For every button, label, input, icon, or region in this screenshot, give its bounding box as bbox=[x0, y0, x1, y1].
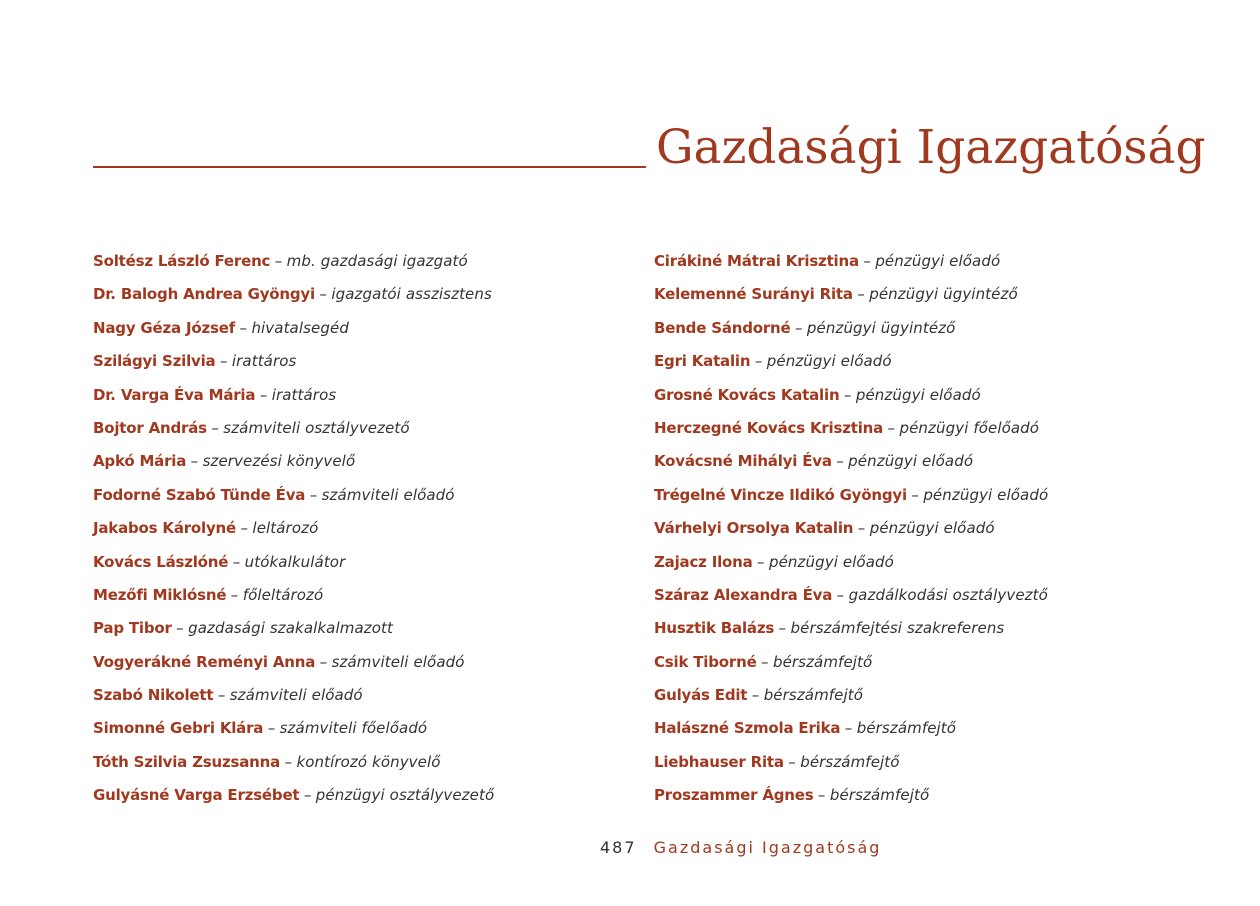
staff-name: Fodorné Szabó Tünde Éva bbox=[93, 485, 306, 504]
staff-role: pénzügyi osztályvezető bbox=[315, 786, 495, 805]
staff-role: számviteli főelőadó bbox=[279, 719, 428, 738]
staff-entry bbox=[654, 380, 1048, 413]
name-role-separator: – bbox=[274, 252, 283, 270]
staff-name: Herczegné Kovács Krisztina bbox=[654, 418, 884, 437]
staff-entry bbox=[654, 613, 1048, 646]
staff-role: bérszámfejtő bbox=[829, 786, 930, 805]
staff-name: Jakabos Károlyné bbox=[93, 519, 237, 538]
staff-name: Mezőfi Miklósné bbox=[93, 585, 227, 604]
name-role-separator: – bbox=[857, 285, 865, 304]
staff-entry bbox=[93, 547, 494, 580]
staff-name: Nagy Géza József bbox=[93, 318, 236, 337]
staff-name: Simonné Gebri Klára bbox=[93, 719, 264, 738]
staff-name: Csik Tiborné bbox=[654, 652, 757, 671]
staff-entry bbox=[93, 613, 494, 646]
name-role-separator: – bbox=[284, 752, 292, 771]
name-role-separator: – bbox=[176, 619, 184, 638]
staff-role: számviteli osztályvezető bbox=[223, 418, 410, 437]
staff-entry bbox=[93, 279, 494, 312]
name-role-separator: – bbox=[794, 318, 803, 337]
staff-list-right bbox=[654, 246, 1048, 814]
staff-entry bbox=[93, 446, 494, 479]
staff-role: bérszámfejtő bbox=[763, 686, 864, 705]
staff-entry bbox=[654, 680, 1048, 713]
staff-name: Liebhauser Rita bbox=[654, 752, 784, 771]
staff-role: igazgatói asszisztens bbox=[331, 285, 492, 304]
name-role-separator: – bbox=[217, 686, 226, 705]
staff-role: gazdasági szakalkalmazott bbox=[188, 619, 393, 638]
staff-role: főleltározó bbox=[242, 585, 324, 604]
staff-name: Kovácsné Mihályi Éva bbox=[654, 452, 832, 471]
staff-entry bbox=[654, 480, 1048, 513]
staff-name: Trégelné Vincze Ildikó Gyöngyi bbox=[654, 485, 907, 504]
staff-entry bbox=[654, 446, 1048, 479]
page-number: 487 bbox=[600, 838, 637, 857]
staff-role: bérszámfejtő bbox=[772, 652, 873, 671]
name-role-separator: – bbox=[761, 652, 769, 671]
name-role-separator: – bbox=[232, 552, 241, 571]
staff-name: Kovács Lászlóné bbox=[93, 552, 229, 571]
name-role-separator: – bbox=[319, 652, 328, 671]
staff-name: Száraz Alexandra Éva bbox=[654, 585, 833, 604]
staff-role: utókalkulátor bbox=[244, 552, 346, 571]
name-role-separator: – bbox=[219, 352, 228, 371]
staff-name: Vogyerákné Reményi Anna bbox=[93, 652, 316, 671]
staff-role: irattáros bbox=[271, 385, 337, 404]
name-role-separator: – bbox=[751, 686, 760, 705]
staff-entry bbox=[654, 547, 1048, 580]
page-footer bbox=[600, 836, 881, 860]
staff-entry bbox=[93, 713, 494, 746]
name-role-separator: – bbox=[836, 452, 844, 471]
staff-entry bbox=[654, 313, 1048, 346]
staff-role: mb. gazdasági igazgató bbox=[286, 252, 468, 270]
staff-name: Bende Sándorné bbox=[654, 318, 791, 337]
staff-entry bbox=[654, 413, 1048, 446]
staff-entry bbox=[93, 313, 494, 346]
staff-name: Dr. Balogh Andrea Gyöngyi bbox=[93, 285, 315, 304]
staff-entry bbox=[93, 780, 494, 813]
staff-role: számviteli előadó bbox=[229, 686, 363, 705]
running-title: Gazdasági Igazgatóság bbox=[653, 838, 882, 857]
staff-role: pénzügyi előadó bbox=[855, 385, 981, 404]
staff-name: Bojtor András bbox=[93, 418, 207, 437]
staff-role: kontírozó könyvelő bbox=[296, 752, 441, 771]
staff-role: hivatalsegéd bbox=[251, 318, 349, 337]
staff-role: számviteli előadó bbox=[321, 485, 455, 504]
staff-name: Szilágyi Szilvia bbox=[93, 352, 216, 371]
staff-role: bérszámfejtő bbox=[856, 719, 957, 738]
staff-role: pénzügyi ügyintéző bbox=[869, 285, 1018, 304]
staff-role: irattáros bbox=[231, 352, 297, 371]
staff-entry bbox=[654, 279, 1048, 312]
name-role-separator: – bbox=[240, 519, 248, 538]
staff-name: Várhelyi Orsolya Katalin bbox=[654, 519, 854, 538]
staff-role: szervezési könyvelő bbox=[202, 452, 356, 471]
staff-entry bbox=[654, 780, 1048, 813]
staff-entry bbox=[654, 513, 1048, 546]
staff-name: Cirákiné Mátrai Krisztina bbox=[654, 252, 859, 270]
name-role-separator: – bbox=[211, 418, 219, 437]
staff-entry bbox=[93, 413, 494, 446]
staff-name: Grosné Kovács Katalin bbox=[654, 385, 840, 404]
staff-entry bbox=[654, 713, 1048, 746]
staff-entry bbox=[93, 380, 494, 413]
staff-entry bbox=[654, 346, 1048, 379]
page-title: Gazdasági Igazgatóság bbox=[656, 120, 1206, 175]
name-role-separator: – bbox=[754, 352, 763, 371]
name-role-separator: – bbox=[857, 519, 866, 538]
staff-entry bbox=[93, 246, 494, 279]
staff-role: gazdálkodási osztályveztő bbox=[848, 585, 1048, 604]
name-role-separator: – bbox=[863, 252, 871, 270]
name-role-separator: – bbox=[319, 285, 327, 304]
staff-role: pénzügyi előadó bbox=[875, 252, 1001, 270]
staff-name: Apkó Mária bbox=[93, 452, 187, 471]
staff-name: Egri Katalin bbox=[654, 352, 751, 371]
staff-name: Soltész László Ferenc bbox=[93, 252, 271, 270]
staff-role: pénzügyi előadó bbox=[766, 352, 892, 371]
staff-role: számviteli előadó bbox=[331, 652, 465, 671]
staff-list-left bbox=[93, 246, 494, 814]
staff-role: pénzügyi előadó bbox=[848, 452, 974, 471]
name-role-separator: – bbox=[309, 485, 318, 504]
staff-entry bbox=[93, 346, 494, 379]
staff-role: pénzügyi előadó bbox=[923, 485, 1049, 504]
name-role-separator: – bbox=[190, 452, 199, 471]
staff-name: Gulyásné Varga Erzsébet bbox=[93, 786, 300, 805]
name-role-separator: – bbox=[267, 719, 276, 738]
staff-entry bbox=[93, 513, 494, 546]
staff-entry bbox=[654, 246, 1048, 279]
staff-name: Pap Tibor bbox=[93, 619, 172, 638]
name-role-separator: – bbox=[887, 418, 896, 437]
staff-entry bbox=[93, 480, 494, 513]
staff-name: Zajacz Ilona bbox=[654, 552, 753, 571]
name-role-separator: – bbox=[303, 786, 312, 805]
staff-name: Kelemenné Surányi Rita bbox=[654, 285, 853, 304]
staff-role: pénzügyi előadó bbox=[768, 552, 894, 571]
name-role-separator: – bbox=[844, 719, 853, 738]
staff-role: pénzügyi előadó bbox=[869, 519, 995, 538]
name-role-separator: – bbox=[778, 619, 787, 638]
staff-name: Tóth Szilvia Zsuzsanna bbox=[93, 752, 281, 771]
staff-name: Husztik Balázs bbox=[654, 619, 775, 638]
name-role-separator: – bbox=[843, 385, 852, 404]
header-rule bbox=[93, 166, 646, 168]
name-role-separator: – bbox=[911, 485, 919, 504]
staff-role: pénzügyi főelőadó bbox=[899, 418, 1040, 437]
staff-entry bbox=[93, 647, 494, 680]
name-role-separator: – bbox=[259, 385, 268, 404]
staff-entry bbox=[93, 680, 494, 713]
staff-entry bbox=[93, 747, 494, 780]
staff-name: Dr. Varga Éva Mária bbox=[93, 385, 256, 404]
staff-role: bérszámfejtési szakreferens bbox=[790, 619, 1005, 638]
staff-role: leltározó bbox=[252, 519, 319, 538]
name-role-separator: – bbox=[757, 552, 765, 571]
staff-entry bbox=[654, 747, 1048, 780]
name-role-separator: – bbox=[788, 752, 796, 771]
name-role-separator: – bbox=[239, 318, 247, 337]
staff-name: Halászné Szmola Erika bbox=[654, 719, 841, 738]
staff-role: bérszámfejtő bbox=[800, 752, 900, 771]
name-role-separator: – bbox=[817, 786, 826, 805]
name-role-separator: – bbox=[836, 585, 845, 604]
staff-name: Proszammer Ágnes bbox=[654, 786, 814, 805]
staff-entry bbox=[654, 647, 1048, 680]
staff-entry bbox=[93, 580, 494, 613]
staff-entry bbox=[654, 580, 1048, 613]
staff-role: pénzügyi ügyintéző bbox=[806, 318, 956, 337]
name-role-separator: – bbox=[230, 585, 239, 604]
staff-name: Szabó Nikolett bbox=[93, 686, 214, 705]
staff-name: Gulyás Edit bbox=[654, 686, 748, 705]
